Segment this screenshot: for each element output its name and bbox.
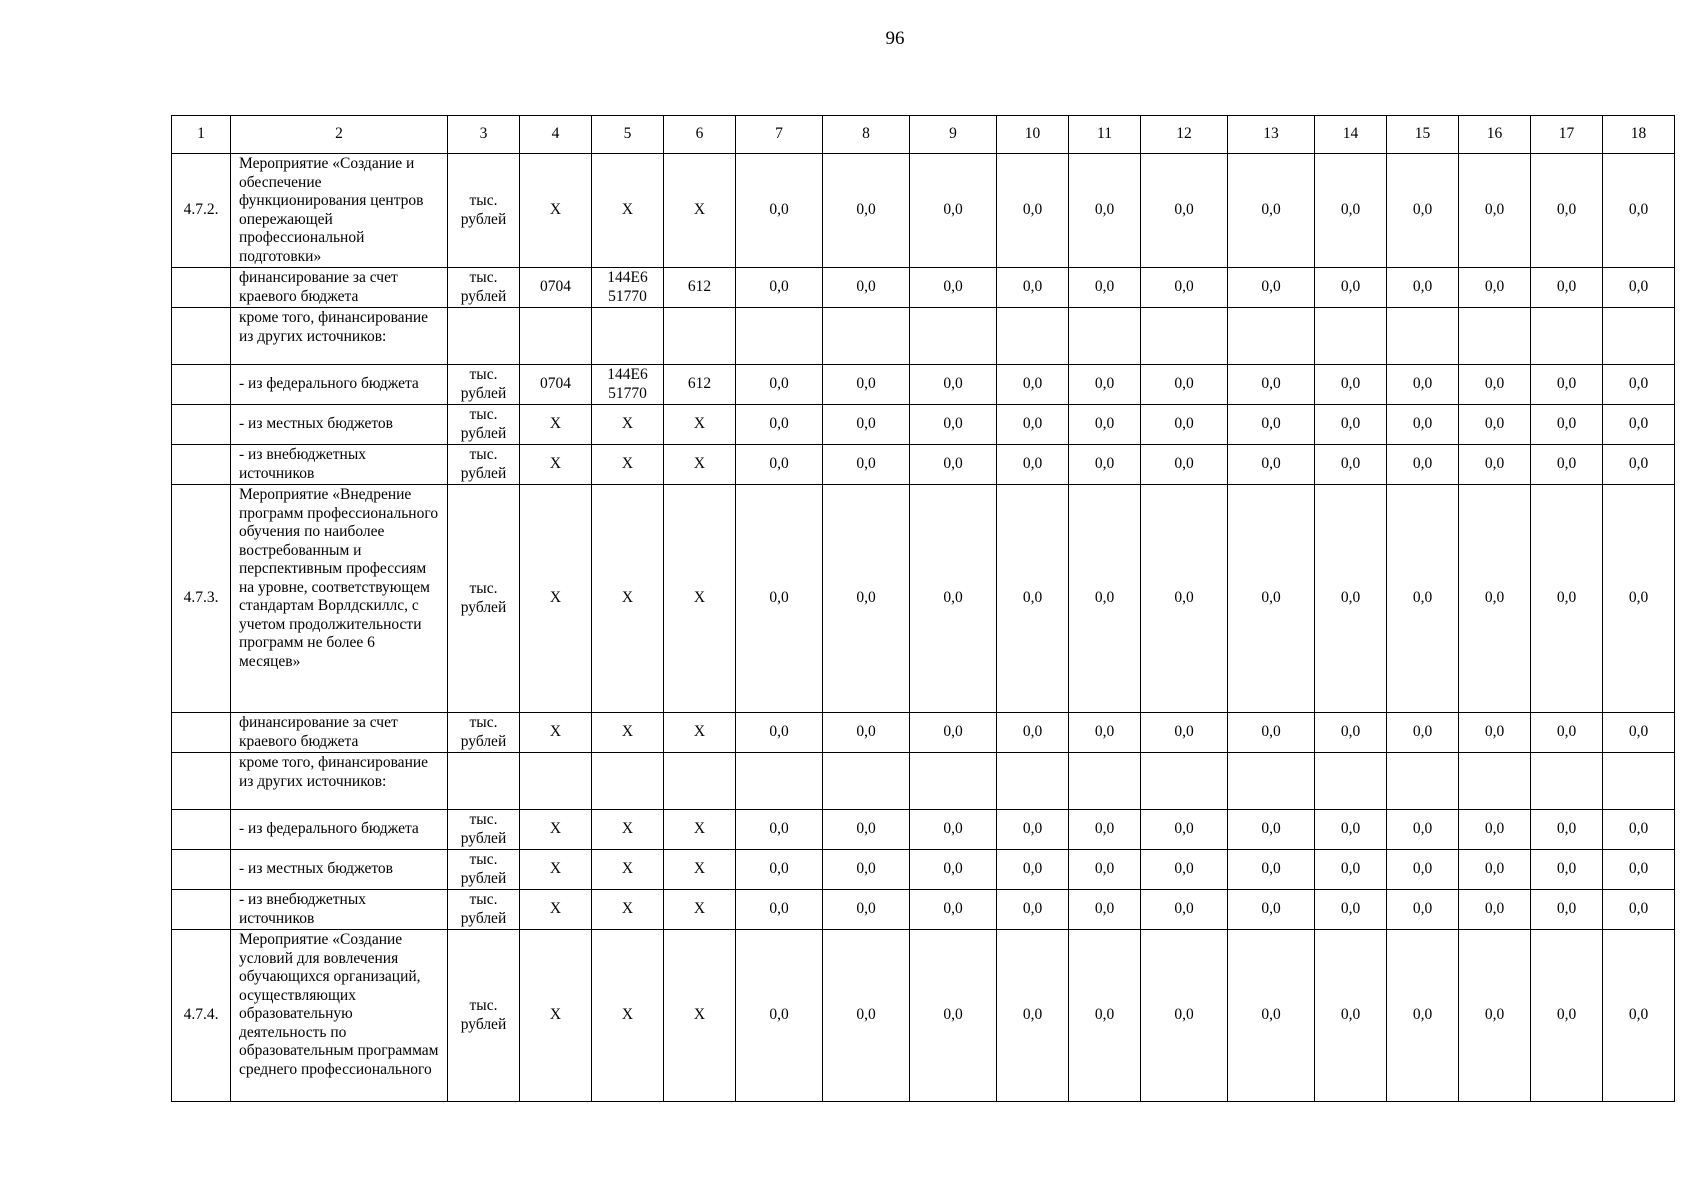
unit-cell (448, 308, 520, 365)
value-cell (1387, 308, 1459, 365)
value-cell: 0,0 (1228, 713, 1315, 753)
value-cell: 0,0 (1228, 850, 1315, 890)
value-cell: 0,0 (1228, 890, 1315, 930)
header-cell-8: 8 (823, 116, 910, 154)
value-cell: 0,0 (736, 445, 823, 485)
value-cell: 0,0 (823, 405, 910, 445)
value-cell: 0,0 (1141, 365, 1228, 405)
value-cell: 0,0 (1459, 445, 1531, 485)
value-cell: 0,0 (1459, 850, 1531, 890)
value-cell: 0,0 (736, 850, 823, 890)
value-cell: 0,0 (1387, 365, 1459, 405)
value-cell: 0,0 (1069, 713, 1141, 753)
expense-type-cell: 612 (664, 365, 736, 405)
section-code-cell (520, 753, 592, 810)
unit-cell: тыс. рублей (448, 850, 520, 890)
value-cell: 0,0 (910, 930, 997, 1102)
header-cell-11: 11 (1069, 116, 1141, 154)
row-name-cell: кроме того, финансирование из других источников: (231, 308, 448, 365)
value-cell: 0,0 (1459, 890, 1531, 930)
value-cell (1531, 308, 1603, 365)
unit-cell: тыс. рублей (448, 154, 520, 268)
unit-cell: тыс. рублей (448, 268, 520, 308)
section-code-cell: X (520, 930, 592, 1102)
value-cell (823, 753, 910, 810)
value-cell (1228, 308, 1315, 365)
value-cell: 0,0 (1603, 485, 1675, 713)
value-cell: 0,0 (823, 365, 910, 405)
value-cell (997, 308, 1069, 365)
section-code-cell: X (520, 850, 592, 890)
value-cell (1141, 753, 1228, 810)
table-row (172, 713, 1675, 753)
value-cell: 0,0 (736, 485, 823, 713)
value-cell: 0,0 (1228, 810, 1315, 850)
value-cell: 0,0 (1531, 890, 1603, 930)
expense-type-cell: X (664, 850, 736, 890)
expense-type-cell: X (664, 930, 736, 1102)
header-cell-13: 13 (1228, 116, 1315, 154)
value-cell (1603, 308, 1675, 365)
table-row (172, 268, 1675, 308)
target-article-cell: 144Е6 51770 (592, 268, 664, 308)
table-row (172, 405, 1675, 445)
value-cell: 0,0 (997, 405, 1069, 445)
value-cell: 0,0 (1603, 405, 1675, 445)
header-cell-2: 2 (231, 116, 448, 154)
value-cell: 0,0 (736, 713, 823, 753)
row-code-cell (172, 445, 231, 485)
value-cell: 0,0 (1603, 890, 1675, 930)
value-cell: 0,0 (1387, 850, 1459, 890)
unit-cell: тыс. рублей (448, 485, 520, 713)
value-cell: 0,0 (1069, 268, 1141, 308)
table-row (172, 154, 1675, 268)
row-code-cell (172, 890, 231, 930)
value-cell (1141, 308, 1228, 365)
value-cell: 0,0 (1459, 154, 1531, 268)
value-cell: 0,0 (997, 850, 1069, 890)
target-article-cell: X (592, 850, 664, 890)
header-cell-9: 9 (910, 116, 997, 154)
value-cell: 0,0 (1531, 154, 1603, 268)
table-row (172, 810, 1675, 850)
value-cell: 0,0 (910, 365, 997, 405)
unit-cell: тыс. рублей (448, 890, 520, 930)
value-cell: 0,0 (736, 405, 823, 445)
expense-type-cell: 612 (664, 268, 736, 308)
value-cell: 0,0 (1387, 890, 1459, 930)
value-cell: 0,0 (1069, 485, 1141, 713)
value-cell: 0,0 (1387, 713, 1459, 753)
target-article-cell: X (592, 405, 664, 445)
row-name-cell: Мероприятие «Внедрение программ профессионального обучения по наиболее востребованным и перспективным профессиям на уровне, соответствующем стандартам Ворлдскиллс, с учетом продолжительности программ не более 6 месяцев» (231, 485, 448, 713)
value-cell: 0,0 (997, 445, 1069, 485)
value-cell: 0,0 (1069, 930, 1141, 1102)
value-cell (1459, 753, 1531, 810)
value-cell: 0,0 (1531, 930, 1603, 1102)
value-cell (1228, 753, 1315, 810)
section-code-cell (520, 308, 592, 365)
header-cell-18: 18 (1603, 116, 1675, 154)
row-name-cell: - из местных бюджетов (231, 850, 448, 890)
value-cell: 0,0 (1315, 485, 1387, 713)
header-cell-4: 4 (520, 116, 592, 154)
unit-cell: тыс. рублей (448, 713, 520, 753)
row-name-cell: - из местных бюджетов (231, 405, 448, 445)
value-cell: 0,0 (1603, 445, 1675, 485)
value-cell: 0,0 (997, 365, 1069, 405)
header-cell-5: 5 (592, 116, 664, 154)
expense-type-cell: X (664, 713, 736, 753)
value-cell: 0,0 (1141, 890, 1228, 930)
value-cell: 0,0 (1069, 445, 1141, 485)
value-cell: 0,0 (1387, 445, 1459, 485)
unit-cell: тыс. рублей (448, 405, 520, 445)
value-cell (997, 753, 1069, 810)
value-cell: 0,0 (910, 154, 997, 268)
value-cell: 0,0 (1141, 154, 1228, 268)
header-cell-6: 6 (664, 116, 736, 154)
value-cell (1387, 753, 1459, 810)
value-cell: 0,0 (1459, 405, 1531, 445)
value-cell: 0,0 (1141, 405, 1228, 445)
value-cell (910, 308, 997, 365)
value-cell: 0,0 (1228, 485, 1315, 713)
section-code-cell: 0704 (520, 365, 592, 405)
table-row (172, 365, 1675, 405)
row-code-cell (172, 753, 231, 810)
value-cell: 0,0 (1531, 445, 1603, 485)
expense-type-cell (664, 753, 736, 810)
row-code-cell: 4.7.3. (172, 485, 231, 713)
target-article-cell: 144Е6 51770 (592, 365, 664, 405)
expense-type-cell: X (664, 405, 736, 445)
row-code-cell (172, 850, 231, 890)
target-article-cell: X (592, 810, 664, 850)
value-cell: 0,0 (1603, 154, 1675, 268)
value-cell: 0,0 (823, 445, 910, 485)
header-cell-12: 12 (1141, 116, 1228, 154)
header-cell-1: 1 (172, 116, 231, 154)
table-row (172, 753, 1675, 810)
row-name-cell: финансирование за счет краевого бюджета (231, 713, 448, 753)
value-cell: 0,0 (823, 930, 910, 1102)
unit-cell: тыс. рублей (448, 445, 520, 485)
section-code-cell: X (520, 445, 592, 485)
value-cell: 0,0 (1315, 445, 1387, 485)
value-cell (1315, 308, 1387, 365)
value-cell (910, 753, 997, 810)
value-cell: 0,0 (1315, 268, 1387, 308)
unit-cell: тыс. рублей (448, 930, 520, 1102)
value-cell: 0,0 (1069, 154, 1141, 268)
value-cell (736, 308, 823, 365)
header-cell-15: 15 (1387, 116, 1459, 154)
value-cell: 0,0 (1459, 930, 1531, 1102)
value-cell: 0,0 (1069, 405, 1141, 445)
value-cell: 0,0 (1315, 365, 1387, 405)
row-code-cell: 4.7.4. (172, 930, 231, 1102)
value-cell: 0,0 (1387, 485, 1459, 713)
row-code-cell (172, 810, 231, 850)
value-cell: 0,0 (1459, 268, 1531, 308)
value-cell (823, 308, 910, 365)
value-cell: 0,0 (736, 268, 823, 308)
value-cell: 0,0 (997, 154, 1069, 268)
value-cell: 0,0 (736, 930, 823, 1102)
target-article-cell: X (592, 154, 664, 268)
value-cell: 0,0 (736, 810, 823, 850)
target-article-cell (592, 308, 664, 365)
value-cell: 0,0 (1228, 405, 1315, 445)
row-code-cell (172, 365, 231, 405)
target-article-cell: X (592, 485, 664, 713)
expense-type-cell: X (664, 485, 736, 713)
value-cell: 0,0 (1069, 850, 1141, 890)
value-cell (1603, 753, 1675, 810)
table-row (172, 930, 1675, 1102)
value-cell: 0,0 (1315, 890, 1387, 930)
value-cell: 0,0 (1531, 365, 1603, 405)
budget-table (171, 115, 1675, 1102)
value-cell: 0,0 (1603, 850, 1675, 890)
value-cell: 0,0 (823, 713, 910, 753)
row-code-cell (172, 405, 231, 445)
header-cell-16: 16 (1459, 116, 1531, 154)
value-cell: 0,0 (910, 268, 997, 308)
value-cell: 0,0 (823, 268, 910, 308)
row-name-cell: финансирование за счет краевого бюджета (231, 268, 448, 308)
target-article-cell: X (592, 445, 664, 485)
value-cell: 0,0 (823, 890, 910, 930)
header-cell-10: 10 (997, 116, 1069, 154)
row-name-cell: - из федерального бюджета (231, 365, 448, 405)
expense-type-cell: X (664, 890, 736, 930)
value-cell: 0,0 (1141, 810, 1228, 850)
expense-type-cell (664, 308, 736, 365)
value-cell: 0,0 (1315, 154, 1387, 268)
unit-cell: тыс. рублей (448, 365, 520, 405)
value-cell: 0,0 (1459, 810, 1531, 850)
header-row (172, 116, 1675, 154)
expense-type-cell: X (664, 445, 736, 485)
section-code-cell: 0704 (520, 268, 592, 308)
value-cell: 0,0 (1603, 713, 1675, 753)
value-cell: 0,0 (910, 445, 997, 485)
value-cell: 0,0 (1459, 365, 1531, 405)
table-row (172, 445, 1675, 485)
value-cell: 0,0 (736, 154, 823, 268)
expense-type-cell: X (664, 810, 736, 850)
row-name-cell: Мероприятие «Создание условий для вовлечения обучающихся организаций, осуществляющих образовательную деятельность по образовательным программам среднего профессионального (231, 930, 448, 1102)
value-cell: 0,0 (1228, 268, 1315, 308)
value-cell: 0,0 (997, 890, 1069, 930)
value-cell: 0,0 (823, 485, 910, 713)
value-cell: 0,0 (910, 850, 997, 890)
value-cell: 0,0 (1531, 713, 1603, 753)
value-cell: 0,0 (1141, 268, 1228, 308)
value-cell: 0,0 (1531, 810, 1603, 850)
value-cell: 0,0 (910, 713, 997, 753)
value-cell: 0,0 (1603, 365, 1675, 405)
row-name-cell: кроме того, финансирование из других источников: (231, 753, 448, 810)
value-cell: 0,0 (1315, 850, 1387, 890)
value-cell: 0,0 (910, 810, 997, 850)
value-cell (1531, 753, 1603, 810)
row-code-cell (172, 268, 231, 308)
value-cell: 0,0 (1228, 365, 1315, 405)
value-cell: 0,0 (1531, 405, 1603, 445)
value-cell: 0,0 (1603, 268, 1675, 308)
header-cell-7: 7 (736, 116, 823, 154)
value-cell: 0,0 (1387, 930, 1459, 1102)
target-article-cell (592, 753, 664, 810)
value-cell: 0,0 (1531, 485, 1603, 713)
value-cell: 0,0 (1459, 713, 1531, 753)
value-cell: 0,0 (1069, 810, 1141, 850)
value-cell: 0,0 (910, 890, 997, 930)
target-article-cell: X (592, 930, 664, 1102)
value-cell: 0,0 (910, 485, 997, 713)
value-cell: 0,0 (1315, 713, 1387, 753)
value-cell: 0,0 (1603, 810, 1675, 850)
row-code-cell (172, 713, 231, 753)
value-cell: 0,0 (1387, 810, 1459, 850)
section-code-cell: X (520, 154, 592, 268)
section-code-cell: X (520, 405, 592, 445)
value-cell: 0,0 (910, 405, 997, 445)
value-cell: 0,0 (1387, 405, 1459, 445)
value-cell: 0,0 (1141, 713, 1228, 753)
value-cell: 0,0 (1228, 154, 1315, 268)
value-cell: 0,0 (1228, 930, 1315, 1102)
value-cell (1069, 308, 1141, 365)
row-name-cell: - из федерального бюджета (231, 810, 448, 850)
value-cell: 0,0 (1315, 930, 1387, 1102)
value-cell: 0,0 (1315, 405, 1387, 445)
value-cell (1459, 308, 1531, 365)
value-cell: 0,0 (1141, 930, 1228, 1102)
expense-type-cell: X (664, 154, 736, 268)
unit-cell: тыс. рублей (448, 810, 520, 850)
value-cell: 0,0 (997, 713, 1069, 753)
value-cell: 0,0 (1069, 890, 1141, 930)
value-cell: 0,0 (997, 268, 1069, 308)
value-cell: 0,0 (1228, 445, 1315, 485)
section-code-cell: X (520, 810, 592, 850)
value-cell: 0,0 (736, 365, 823, 405)
value-cell: 0,0 (997, 810, 1069, 850)
value-cell: 0,0 (1531, 850, 1603, 890)
value-cell: 0,0 (997, 930, 1069, 1102)
row-name-cell: - из внебюджетных источников (231, 890, 448, 930)
value-cell (1069, 753, 1141, 810)
section-code-cell: X (520, 890, 592, 930)
unit-cell (448, 753, 520, 810)
value-cell: 0,0 (1387, 154, 1459, 268)
row-name-cell: Мероприятие «Создание и обеспечение функционирования центров опережающей профессиональной подготовки» (231, 154, 448, 268)
table-row (172, 890, 1675, 930)
header-cell-14: 14 (1315, 116, 1387, 154)
value-cell: 0,0 (1141, 445, 1228, 485)
value-cell: 0,0 (823, 850, 910, 890)
value-cell: 0,0 (736, 890, 823, 930)
value-cell: 0,0 (1387, 268, 1459, 308)
page-number: 96 (885, 28, 905, 49)
value-cell: 0,0 (1315, 810, 1387, 850)
value-cell: 0,0 (823, 810, 910, 850)
section-code-cell: X (520, 485, 592, 713)
section-code-cell: X (520, 713, 592, 753)
value-cell: 0,0 (823, 154, 910, 268)
value-cell: 0,0 (1531, 268, 1603, 308)
value-cell: 0,0 (997, 485, 1069, 713)
row-code-cell: 4.7.2. (172, 154, 231, 268)
target-article-cell: X (592, 713, 664, 753)
row-name-cell: - из внебюджетных источников (231, 445, 448, 485)
table-row (172, 485, 1675, 713)
value-cell (1315, 753, 1387, 810)
table-row (172, 850, 1675, 890)
table-row (172, 308, 1675, 365)
value-cell: 0,0 (1069, 365, 1141, 405)
row-code-cell (172, 308, 231, 365)
value-cell (736, 753, 823, 810)
value-cell: 0,0 (1459, 485, 1531, 713)
header-cell-3: 3 (448, 116, 520, 154)
target-article-cell: X (592, 890, 664, 930)
value-cell: 0,0 (1141, 850, 1228, 890)
header-cell-17: 17 (1531, 116, 1603, 154)
value-cell: 0,0 (1603, 930, 1675, 1102)
value-cell: 0,0 (1141, 485, 1228, 713)
